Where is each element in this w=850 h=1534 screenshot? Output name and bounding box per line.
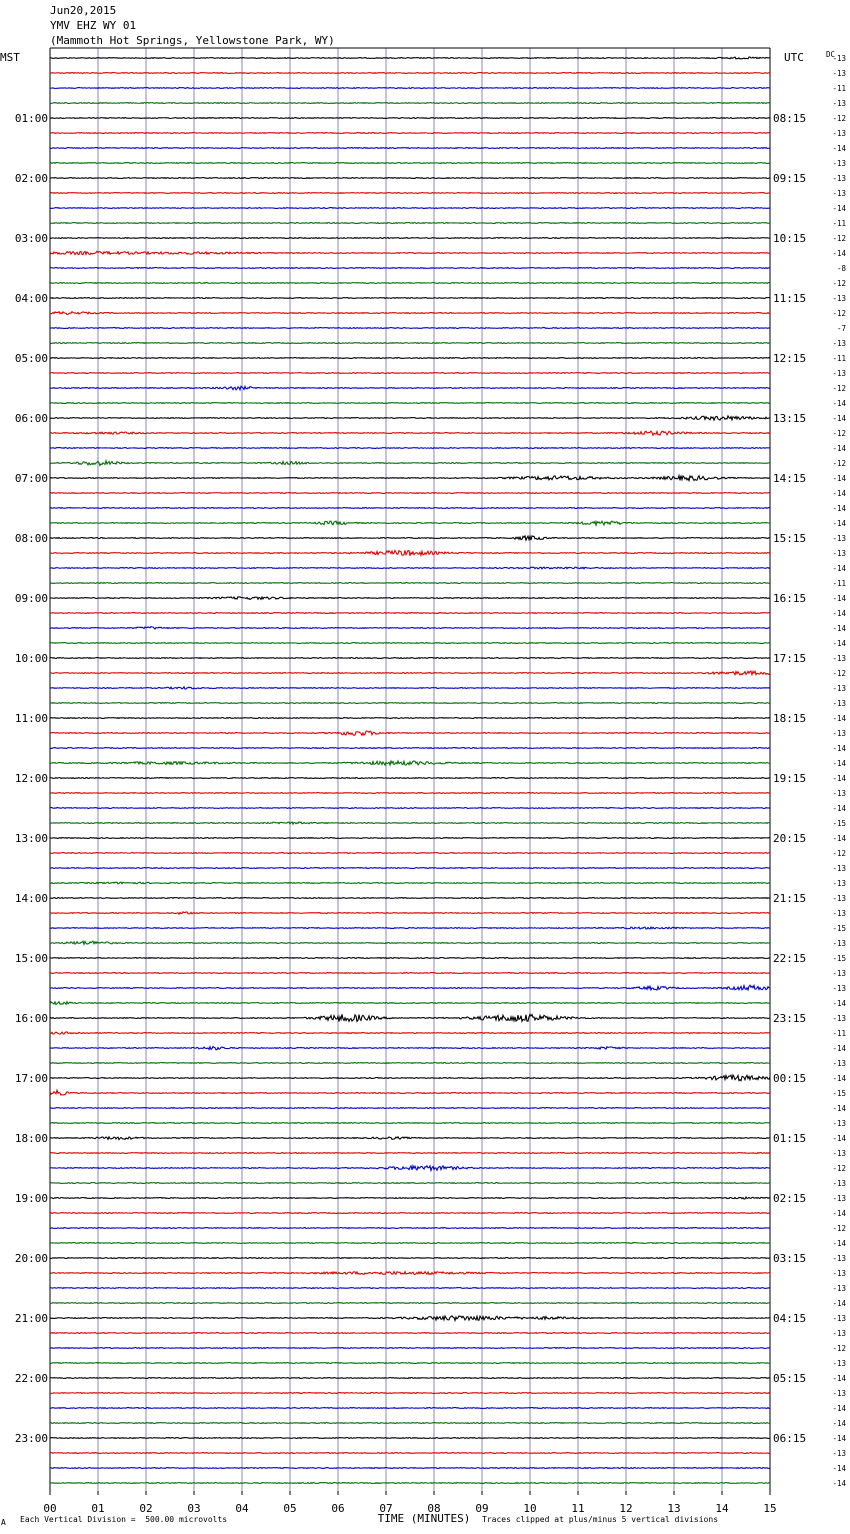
dc-offset-label: -14 <box>832 249 846 258</box>
trace-row-17 <box>50 312 770 315</box>
trace-row-63 <box>50 1002 770 1005</box>
trace-row-75 <box>50 1183 770 1184</box>
trace-row-36 <box>50 597 770 600</box>
trace-row-21 <box>50 373 770 374</box>
trace-row-0 <box>50 57 770 59</box>
dc-offset-label: -13 <box>832 1359 846 1368</box>
trace-row-11 <box>50 223 770 224</box>
trace-row-61 <box>50 973 770 974</box>
dc-offset-label: -14 <box>832 1074 846 1083</box>
dc-offset-label: -8 <box>836 264 846 273</box>
trace-row-76 <box>50 1197 770 1199</box>
trace-row-91 <box>50 1423 770 1424</box>
trace-row-73 <box>50 1153 770 1154</box>
trace-row-95 <box>50 1483 770 1484</box>
dc-offset-label: -14 <box>832 1464 846 1473</box>
trace-row-45 <box>50 731 770 735</box>
trace-row-34 <box>50 567 770 569</box>
corner-mark: A <box>1 1518 6 1527</box>
dc-offset-label: -13 <box>832 894 846 903</box>
station-code: YMV EHZ WY 01 <box>50 19 137 32</box>
dc-offset-label: -7 <box>836 324 846 333</box>
dc-offset-label: -14 <box>832 1299 846 1308</box>
left-hour-label: 20:00 <box>14 1252 48 1265</box>
dc-offset-label: -15 <box>832 819 846 828</box>
trace-row-15 <box>50 283 770 284</box>
trace-row-50 <box>50 808 770 809</box>
right-hour-label: 11:15 <box>773 292 807 305</box>
x-tick-label: 07 <box>379 1502 393 1515</box>
x-axis-title: TIME (MINUTES) <box>377 1512 471 1525</box>
trace-row-46 <box>50 748 770 749</box>
right-hour-label: 16:15 <box>773 592 807 605</box>
dc-offset-label: -13 <box>832 909 846 918</box>
dc-offset-label: -14 <box>832 444 846 453</box>
trace-row-90 <box>50 1408 770 1409</box>
trace-row-72 <box>50 1137 770 1140</box>
dc-offset-label: -12 <box>832 309 846 318</box>
trace-row-26 <box>50 448 770 449</box>
trace-row-7 <box>50 163 770 164</box>
dc-offset-label: -13 <box>832 1179 846 1188</box>
x-tick-label: 05 <box>283 1502 297 1515</box>
right-hour-label: 08:15 <box>773 112 807 125</box>
dc-offset-label: -14 <box>832 564 846 573</box>
trace-row-88 <box>50 1378 770 1379</box>
left-hour-label: 22:00 <box>14 1372 48 1385</box>
dc-offset-label: -12 <box>832 384 846 393</box>
right-hour-label: 14:15 <box>773 472 807 485</box>
trace-row-6 <box>50 148 770 149</box>
right-hour-label: 19:15 <box>773 772 807 785</box>
left-hour-label: 15:00 <box>14 952 48 965</box>
trace-row-62 <box>50 985 770 990</box>
right-hour-label: 03:15 <box>773 1252 807 1265</box>
dc-offset-label: -13 <box>832 939 846 948</box>
right-hour-label: 00:15 <box>773 1072 807 1085</box>
dc-offset-label: -14 <box>832 1434 846 1443</box>
x-tick-label: 00 <box>43 1502 57 1515</box>
left-hour-label: 21:00 <box>14 1312 48 1325</box>
dc-offset-label: -13 <box>832 699 846 708</box>
right-hour-label: 10:15 <box>773 232 807 245</box>
left-hour-label: 08:00 <box>14 532 48 545</box>
trace-row-43 <box>50 703 770 704</box>
dc-offset-label: -13 <box>832 129 846 138</box>
dc-offset-label: -14 <box>832 639 846 648</box>
clip-note: Traces clipped at plus/minus 5 vertical divisions <box>482 1515 719 1524</box>
trace-row-9 <box>50 193 770 194</box>
dc-offset-label: -14 <box>832 834 846 843</box>
left-hour-label: 18:00 <box>14 1132 48 1145</box>
dc-offset-label: -13 <box>832 1149 846 1158</box>
dc-offset-label: -13 <box>832 879 846 888</box>
right-hour-label: 12:15 <box>773 352 807 365</box>
left-hour-label: 19:00 <box>14 1192 48 1205</box>
mst-label: MST <box>0 51 20 64</box>
dc-offset-label: -13 <box>832 99 846 108</box>
dc-offset-label: -12 <box>832 1344 846 1353</box>
trace-row-67 <box>50 1063 770 1064</box>
dc-offset-label: -12 <box>832 114 846 123</box>
dc-offset-label: -14 <box>832 714 846 723</box>
dc-offset-label: -11 <box>832 354 846 363</box>
trace-row-93 <box>50 1453 770 1454</box>
trace-row-52 <box>50 838 770 839</box>
dc-offset-label: -13 <box>832 1284 846 1293</box>
plot-date: Jun20,2015 <box>50 4 117 17</box>
trace-row-53 <box>50 853 770 854</box>
left-hour-label: 11:00 <box>14 712 48 725</box>
dc-offset-label: -14 <box>832 1134 846 1143</box>
right-hour-label: 23:15 <box>773 1012 807 1025</box>
dc-offset-label: -15 <box>832 954 846 963</box>
trace-row-92 <box>50 1438 770 1439</box>
left-hour-label: 02:00 <box>14 172 48 185</box>
dc-offset-label: -11 <box>832 84 846 93</box>
dc-offset-label: -13 <box>832 1014 846 1023</box>
dc-offset-label: -14 <box>832 144 846 153</box>
dc-offset-label: -14 <box>832 744 846 753</box>
dc-offset-label: -13 <box>832 159 846 168</box>
right-hour-label: 04:15 <box>773 1312 807 1325</box>
trace-row-71 <box>50 1123 770 1124</box>
trace-row-5 <box>50 133 770 134</box>
dc-offset-label: -13 <box>832 1254 846 1263</box>
dc-offset-label: -13 <box>832 294 846 303</box>
right-hour-label: 17:15 <box>773 652 807 665</box>
dc-offset-label: -13 <box>832 864 846 873</box>
dc-offset-label: -13 <box>832 369 846 378</box>
trace-row-80 <box>50 1258 770 1259</box>
trace-row-30 <box>50 508 770 509</box>
station-location: (Mammoth Hot Springs, Yellowstone Park, WY) <box>50 34 335 47</box>
trace-row-2 <box>50 88 770 89</box>
dc-offset-label: -14 <box>832 609 846 618</box>
left-hour-label: 16:00 <box>14 1012 48 1025</box>
dc-offset-label: -14 <box>832 519 846 528</box>
dc-offset-label: -13 <box>832 174 846 183</box>
dc-offset-label: -14 <box>832 1044 846 1053</box>
trace-row-10 <box>50 208 770 209</box>
utc-label: UTC <box>784 51 804 64</box>
dc-offset-label: -14 <box>832 489 846 498</box>
x-tick-label: 15 <box>763 1502 777 1515</box>
trace-row-86 <box>50 1348 770 1349</box>
dc-offset-label: -13 <box>832 654 846 663</box>
x-tick-label: 04 <box>235 1502 249 1515</box>
trace-row-47 <box>50 761 770 765</box>
trace-row-28 <box>50 476 770 481</box>
x-tick-label: 13 <box>667 1502 681 1515</box>
dc-offset-label: -13 <box>832 1119 846 1128</box>
dc-offset-label: -12 <box>832 669 846 678</box>
trace-row-49 <box>50 793 770 794</box>
dc-offset-label: -14 <box>832 624 846 633</box>
dc-offset-label: -14 <box>832 1239 846 1248</box>
trace-row-33 <box>50 550 770 555</box>
dc-offset-label: -13 <box>832 54 846 63</box>
dc-offset-label: -15 <box>832 924 846 933</box>
trace-row-25 <box>50 431 770 435</box>
left-hour-label: 06:00 <box>14 412 48 425</box>
dc-offset-label: -11 <box>832 1029 846 1038</box>
dc-offset-label: -14 <box>832 414 846 423</box>
trace-row-23 <box>50 403 770 404</box>
dc-offset-label: -14 <box>832 1479 846 1488</box>
x-tick-label: 08 <box>427 1502 441 1515</box>
trace-row-8 <box>50 178 770 179</box>
dc-offset-label: -12 <box>832 459 846 468</box>
trace-row-56 <box>50 898 770 899</box>
dc-offset-label: -14 <box>832 204 846 213</box>
left-hour-label: 14:00 <box>14 892 48 905</box>
trace-row-31 <box>50 521 770 525</box>
dc-offset-label: -13 <box>832 969 846 978</box>
trace-row-68 <box>50 1075 770 1081</box>
trace-row-59 <box>50 941 770 944</box>
trace-row-82 <box>50 1288 770 1289</box>
left-hour-label: 12:00 <box>14 772 48 785</box>
dc-offset-label: -14 <box>832 1404 846 1413</box>
trace-row-79 <box>50 1243 770 1244</box>
right-hour-label: 06:15 <box>773 1432 807 1445</box>
trace-row-60 <box>50 958 770 959</box>
x-tick-label: 10 <box>523 1502 537 1515</box>
trace-row-58 <box>50 927 770 929</box>
x-tick-label: 11 <box>571 1502 585 1515</box>
left-hour-label: 01:00 <box>14 112 48 125</box>
trace-row-81 <box>50 1272 770 1275</box>
right-hour-label: 05:15 <box>773 1372 807 1385</box>
right-hour-label: 02:15 <box>773 1192 807 1205</box>
trace-row-41 <box>50 671 770 675</box>
scale-note: Each Vertical Division = 500.00 microvolts <box>20 1515 228 1524</box>
trace-row-24 <box>50 416 770 420</box>
trace-row-89 <box>50 1393 770 1394</box>
left-hour-label: 07:00 <box>14 472 48 485</box>
trace-row-51 <box>50 822 770 824</box>
dc-offset-label: -15 <box>832 1089 846 1098</box>
dc-offset-label: -13 <box>832 1314 846 1323</box>
trace-row-1 <box>50 73 770 74</box>
right-hour-label: 13:15 <box>773 412 807 425</box>
dc-offset-label: -13 <box>832 1449 846 1458</box>
trace-row-35 <box>50 583 770 584</box>
dc-offset-label: -13 <box>832 1269 846 1278</box>
trace-row-55 <box>50 882 770 884</box>
trace-row-19 <box>50 343 770 344</box>
dc-offset-label: -13 <box>832 984 846 993</box>
right-hour-label: 09:15 <box>773 172 807 185</box>
dc-offset-label: -13 <box>832 789 846 798</box>
trace-row-48 <box>50 778 770 779</box>
right-hour-label: 18:15 <box>773 712 807 725</box>
trace-row-37 <box>50 613 770 614</box>
x-tick-label: 02 <box>139 1502 153 1515</box>
dc-offset-label: -12 <box>832 1164 846 1173</box>
trace-row-22 <box>50 386 770 390</box>
trace-row-70 <box>50 1108 770 1109</box>
trace-row-12 <box>50 238 770 239</box>
dc-offset-label: -14 <box>832 759 846 768</box>
trace-row-42 <box>50 687 770 689</box>
trace-row-32 <box>50 536 770 540</box>
dc-offset-label: -11 <box>832 579 846 588</box>
trace-row-66 <box>50 1047 770 1050</box>
dc-offset-label: -14 <box>832 594 846 603</box>
dc-offset-label: -14 <box>832 1104 846 1113</box>
trace-row-85 <box>50 1333 770 1334</box>
trace-row-39 <box>50 643 770 644</box>
trace-row-64 <box>50 1014 770 1021</box>
trace-row-29 <box>50 493 770 494</box>
right-hour-label: 20:15 <box>773 832 807 845</box>
dc-offset-label: -12 <box>832 1224 846 1233</box>
trace-row-40 <box>50 658 770 659</box>
trace-row-38 <box>50 627 770 629</box>
dc-offset-label: -13 <box>832 534 846 543</box>
trace-row-69 <box>50 1090 770 1095</box>
dc-offset-label: -14 <box>832 804 846 813</box>
trace-row-27 <box>50 461 770 466</box>
trace-row-84 <box>50 1316 770 1321</box>
left-hour-label: 04:00 <box>14 292 48 305</box>
trace-row-3 <box>50 103 770 104</box>
x-tick-label: 12 <box>619 1502 633 1515</box>
trace-row-83 <box>50 1303 770 1304</box>
dc-offset-label: -13 <box>832 339 846 348</box>
dc-offset-label: -14 <box>832 504 846 513</box>
right-hour-label: 21:15 <box>773 892 807 905</box>
dc-offset-label: -13 <box>832 684 846 693</box>
left-hour-label: 13:00 <box>14 832 48 845</box>
dc-offset-label: -14 <box>832 1209 846 1218</box>
x-tick-label: 14 <box>715 1502 729 1515</box>
x-tick-label: 01 <box>91 1502 105 1515</box>
dc-offset-label: -13 <box>832 729 846 738</box>
trace-row-44 <box>50 718 770 719</box>
x-tick-label: 03 <box>187 1502 201 1515</box>
dc-offset-label: -13 <box>832 1329 846 1338</box>
dc-offset-label: -14 <box>832 1419 846 1428</box>
left-hour-label: 03:00 <box>14 232 48 245</box>
dc-offset-label: -11 <box>832 219 846 228</box>
trace-row-65 <box>50 1032 770 1034</box>
trace-row-94 <box>50 1468 770 1469</box>
dc-offset-label: -13 <box>832 1059 846 1068</box>
dc-offset-label: -13 <box>832 189 846 198</box>
right-hour-label: 01:15 <box>773 1132 807 1145</box>
trace-row-14 <box>50 268 770 269</box>
trace-row-54 <box>50 868 770 869</box>
right-hour-label: 15:15 <box>773 532 807 545</box>
dc-offset-label: -12 <box>832 279 846 288</box>
dc-offset-label: -13 <box>832 1194 846 1203</box>
left-hour-label: 09:00 <box>14 592 48 605</box>
left-hour-label: 23:00 <box>14 1432 48 1445</box>
trace-row-20 <box>50 358 770 359</box>
trace-row-57 <box>50 912 770 914</box>
left-hour-label: 17:00 <box>14 1072 48 1085</box>
dc-offset-label: -12 <box>832 429 846 438</box>
trace-row-13 <box>50 251 770 254</box>
x-tick-label: 09 <box>475 1502 489 1515</box>
left-hour-label: 10:00 <box>14 652 48 665</box>
trace-row-78 <box>50 1228 770 1229</box>
dc-offset-label: -13 <box>832 549 846 558</box>
trace-row-74 <box>50 1166 770 1171</box>
trace-row-77 <box>50 1213 770 1214</box>
dc-offset-label: -13 <box>832 69 846 78</box>
dc-offset-label: -14 <box>832 1374 846 1383</box>
dc-offset-label: -14 <box>832 999 846 1008</box>
dc-offset-label: -14 <box>832 474 846 483</box>
trace-row-4 <box>50 118 770 119</box>
dc-offset-label: -12 <box>832 234 846 243</box>
trace-row-16 <box>50 298 770 299</box>
dc-offset-label: -13 <box>832 1389 846 1398</box>
dc-label: DC <box>826 50 836 59</box>
trace-row-87 <box>50 1363 770 1364</box>
trace-row-18 <box>50 328 770 329</box>
left-hour-label: 05:00 <box>14 352 48 365</box>
right-hour-label: 22:15 <box>773 952 807 965</box>
x-tick-label: 06 <box>331 1502 345 1515</box>
dc-offset-label: -14 <box>832 774 846 783</box>
dc-offset-label: -12 <box>832 849 846 858</box>
dc-offset-label: -14 <box>832 399 846 408</box>
